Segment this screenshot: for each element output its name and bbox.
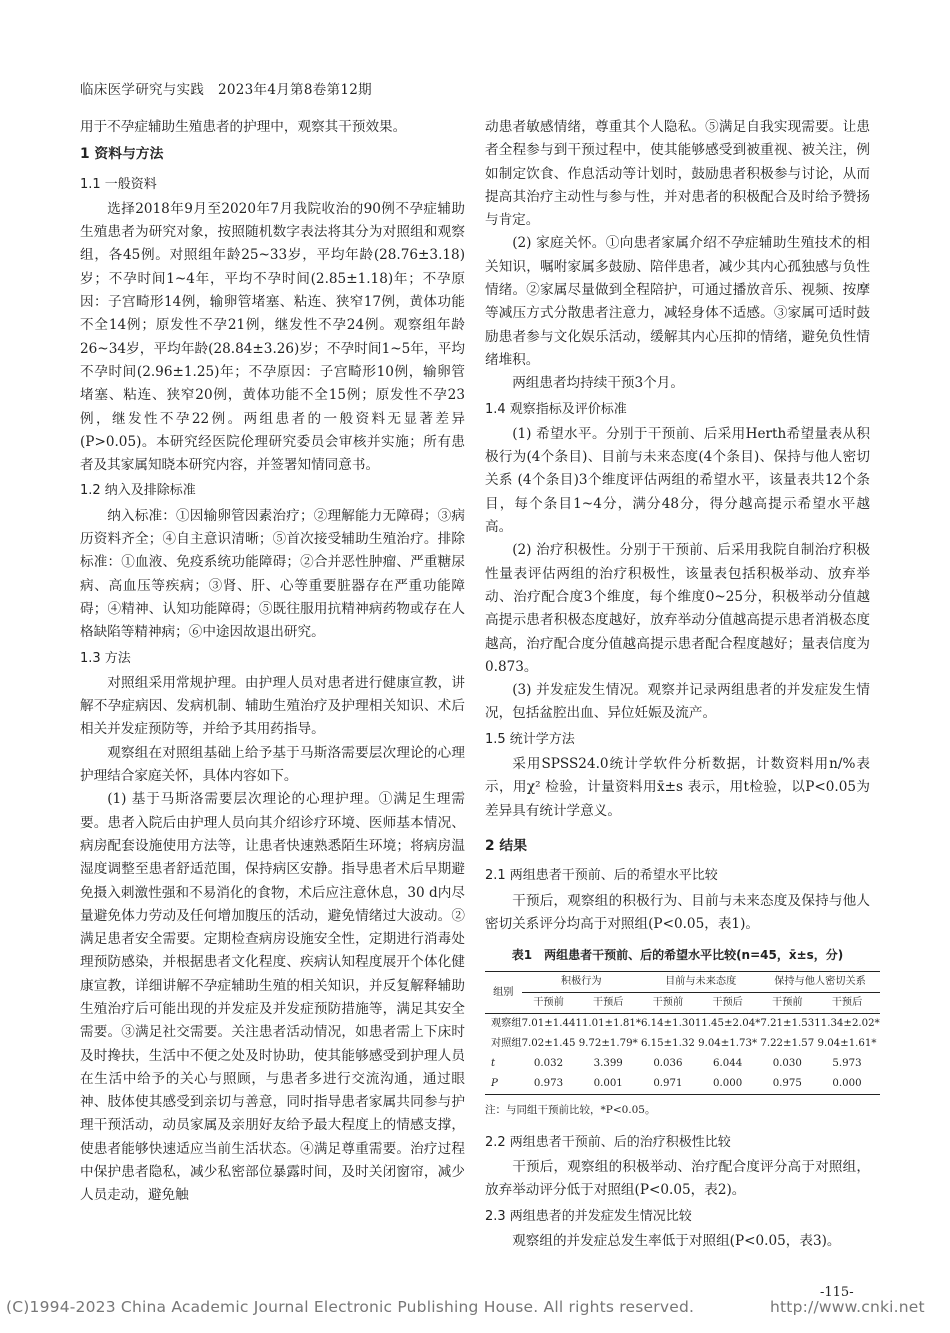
dim-header: 积极行为 (522, 972, 641, 993)
row-label: 观察组 (491, 1018, 522, 1030)
table-cell: 0.973 (522, 1074, 576, 1095)
treatment-enthusiasm-paragraph: (2) 治疗积极性。分别于干预前、后采用我院自制治疗积极性量表评估两组的治疗积极性，该量表包括积极举动、放弃举动、治疗配合度3个维度，每个维度0~25分，积极举动分值越高提示患者积极态度越好，放弃举动分值越高提示患者消极态度越高，治疗配合度分值越高提示患者配合程度越好；量表信度为0.873。 (485, 542, 870, 675)
table-cell: 6.14±1.30 (640, 1018, 695, 1030)
continued-paragraph: 动患者敏感情绪，尊重其个人隐私。⑤满足自我实现需要。让患者全程参与到干预过程中，使其能够感受到被重视、被关注，例如制定饮食、作息活动等计划时，鼓励患者积极参与讨论，从而提高其治疗主动性与参与性，并对患者的积极配合及时给予赞扬与肯定。 (485, 119, 870, 229)
table-cell: 0.030 (772, 1058, 802, 1070)
copyright-text: (C)1994-2023 China Academic Journal Electronic Publishing House. All rights reserved. (6, 1298, 695, 1316)
hope-level-paragraph: (1) 希望水平。分别于干预前、后采用Herth希望量表从积极行为(4个条目)、目前与未来态度(4个条目)、保持与他人密切关系 (4个条目)3个维度评估两组的希望水平，该量表共12个条目，每个条目1~4分，满分48分，得分越高提示希望水平越高。 (485, 425, 870, 536)
sub-header: 干预后 (814, 993, 879, 1014)
complication-results-paragraph: 观察组的并发症总发生率低于对照组(P<0.05，表3)。 (512, 1232, 841, 1249)
statistics-paragraph: 采用SPSS24.0统计学软件分析数据，计数资料用n/%表示，用χ² 检验，计量资料用x̄±s 表示，用t检验，以P<0.05为差异具有统计学意义。 (485, 756, 870, 819)
table-cell: 11.34±2.02* (814, 1018, 880, 1030)
table-cell: 9.04±1.73* (698, 1038, 758, 1050)
left-column (80, 116, 465, 1208)
table-row (485, 1054, 880, 1074)
table-cell: 11.01±1.81* (575, 1018, 641, 1030)
table-cell: 9.04±1.61* (817, 1038, 877, 1050)
maslow-nursing-paragraph: (1) 基于马斯洛需要层次理论的心理护理。①满足生理需要。患者入院后由护理人员向其介绍诊疗环境、医师基本情况、病房配套设施使用方法等，让患者快速熟悉陌生环境；将病房温湿度调整至患者舒适范围，保持病区安静。指导患者术后早期避免摄入刺激性强和不易消化的食物，术后应注意休息，30 d内尽量避免体力劳动及任何增加腹压的活动，避免情绪过大波动。②满足患者安全需要。定期检查病房设施安全性，定期进行消毒处理预防感染，并根据患者文化程度、疾病认知程度展开个体化健康宣教，详细讲解不孕症辅助生殖的相关知识，并反复解释辅助生殖治疗后可能出现的并发症及并发症预防措施等，满足其安全需要。③满足社交需要。关注患者活动情况，如患者需上下床时及时搀扶，生活中不便之处及时协助，使其能够感受到护理人员在生活中给予的关心与照顾，与患者多进行交流沟通，通过眼神、肢体使其感受到亲切与善意，同时指导患者家属共同参与护理干预活动，动员家属及亲朋好友给予最大程度上的情感支撑，使患者能够快速适应当前生活状态。④满足尊重需要。治疗过程中保护患者隐私，减少私密部位暴露时间，及时关闭窗帘，减少人员走动，避免触 (80, 791, 465, 1204)
enthusiasm-results-paragraph: 干预后，观察组的积极举动、治疗配合度评分高于对照组，放弃举动评分低于对照组(P<0.05，表2)。 (485, 1158, 870, 1199)
running-head: 临床医学研究与实践 2023年4月第8卷第12期 (80, 82, 372, 98)
table-row (485, 1014, 880, 1035)
sub-header: 干预前 (641, 993, 695, 1014)
section-2-3-heading: 2.3 两组患者的并发症发生情况比较 (485, 1208, 692, 1224)
general-data-paragraph: 选择2018年9月至2020年7月我院收治的90例不孕症辅助生殖患者为研究对象，按照随机数字表法将其分为对照组和观察组，各45例。对照组年龄25~33岁，平均年龄(28.76±3.18)岁；不孕时间1~4年，平均不孕时间(2.85±1.18)年；不孕原因：子宫畸形14例，输卵管堵塞、粘连、狭窄17例，黄体功能不全14例；原发性不孕21例，继发性不孕24例。观察组年龄26~34岁，平均年龄(28.84±3.26)岁；不孕时间1~5年，平均不孕时间(2.96±1.25)年；不孕原因：子宫畸形10例，输卵管堵塞、粘连、狭窄20例，黄体功能不全15例；原发性不孕23例，继发性不孕22例。两组患者的一般资料无显著差异(P>0.05)。本研究经医院伦理研究委员会审核并实施；所有患者及其家属知晓本研究内容，并签署知情同意书。 (80, 200, 465, 474)
dim-header: 保持与他人密切关系 (760, 972, 879, 993)
observation-method-paragraph: 观察组在对照组基础上给予基于马斯洛需要层次理论的心理护理结合家庭关怀，具体内容如下。 (80, 744, 465, 785)
section-1-1-heading: 1.1 一般资料 (80, 176, 157, 192)
table-cell: 0.975 (760, 1074, 814, 1095)
table-cell: 11.45±2.04* (694, 1018, 761, 1030)
table-cell: 6.044 (713, 1058, 743, 1070)
table-cell: 9.72±1.79* (578, 1038, 638, 1050)
table-cell: 0.001 (575, 1074, 640, 1095)
sub-header: 干预后 (575, 993, 640, 1014)
table-cell: 7.22±1.57 (760, 1038, 815, 1050)
table-cell: 0.032 (533, 1058, 564, 1070)
table-cell: 0.971 (641, 1074, 695, 1095)
complications-paragraph: (3) 并发症发生情况。观察并记录两组患者的并发症发生情况，包括盆腔出血、异位妊娠及流产。 (485, 682, 870, 722)
hope-results-paragraph: 干预后，观察组的积极行为、目前与未来态度及保持与他人密切关系评分均高于对照组(P<0.05，表1)。 (485, 892, 870, 932)
intro-line: 用于不孕症辅助生殖患者的护理中，观察其干预效果。 (80, 119, 407, 135)
table-cell: 0.000 (814, 1074, 879, 1095)
dim-header: 目前与未来态度 (641, 972, 760, 993)
duration-paragraph: 两组患者均持续干预3个月。 (512, 375, 684, 392)
section-1-5-heading: 1.5 统计学方法 (485, 731, 575, 747)
table-1-note: 注：与同组干预前比较，*P<0.05。 (485, 1104, 656, 1117)
criteria-paragraph: 纳入标准：①因输卵管因素治疗；②理解能力无障碍；③病历资料齐全；④自主意识清晰；⑤首次接受辅助生殖治疗。排除标准：①血液、免疫系统功能障碍；②合并恶性肿瘤、严重糖尿病、高血压等疾病；③肾、肝、心等重要脏器存在严重功能障碍；④精神、认知功能障碍；⑤既往服用抗精神病药物或存在人格缺陷等精神病；⑥中途因故退出研究。 (80, 507, 465, 641)
family-care-paragraph: (2) 家庭关怀。①向患者家属介绍不孕症辅助生殖技术的相关知识，嘱咐家属多鼓励、陪伴患者，减少其内心孤独感与负性情绪。②家属尽量做到全程陪护，可通过播放音乐、视频、按摩等减压方式分散患者注意力，减轻身体不适感。③家属可适时鼓励患者参与文化娱乐活动，缓解其内心压抑的情绪，避免负性情绪堆积。 (485, 235, 870, 368)
table-cell: 7.21±1.53 (760, 1018, 815, 1030)
table-cell: 0.000 (695, 1074, 760, 1095)
table-cell: 7.02±1.45 (521, 1038, 576, 1050)
section-2-2-heading: 2.2 两组患者干预前、后的治疗积极性比较 (485, 1134, 731, 1150)
table-1-grid (485, 971, 880, 1095)
table-cell: 0.036 (653, 1058, 683, 1070)
table-row (485, 1034, 880, 1054)
sub-header: 干预后 (695, 993, 760, 1014)
control-method-paragraph: 对照组采用常规护理。由护理人员对患者进行健康宣教，讲解不孕症病因、发病机制、辅助生殖治疗及护理相关知识、术后相关并发症预防等，并给予其用药指导。 (80, 674, 465, 738)
section-1-4-heading: 1.4 观察指标及评价标准 (485, 401, 627, 417)
group-header: 组别 (485, 972, 522, 1014)
section-1-heading: 1 资料与方法 (80, 146, 164, 163)
table-cell: 5.973 (832, 1058, 862, 1070)
table-cell: 6.15±1.32 (640, 1038, 695, 1050)
section-1-3-heading: 1.3 方法 (80, 650, 131, 666)
right-column (485, 116, 880, 1253)
row-label: t (491, 1058, 496, 1070)
row-label: 对照组 (491, 1038, 522, 1050)
section-2-1-heading: 2.1 两组患者干预前、后的希望水平比较 (485, 868, 718, 884)
sub-header: 干预前 (522, 993, 576, 1014)
row-label: P (485, 1074, 522, 1095)
section-1-2-heading: 1.2 纳入及排除标准 (80, 483, 196, 499)
section-2-heading: 2 结果 (485, 837, 527, 854)
table-cell: 7.01±1.44 (521, 1018, 576, 1030)
table-row (485, 1074, 880, 1095)
table-cell: 3.399 (593, 1058, 623, 1070)
cnki-link[interactable]: http://www.cnki.net (770, 1298, 925, 1316)
page-number: -115- (820, 1285, 854, 1300)
table-1-title: 表1 两组患者干预前、后的希望水平比较(n=45，x̄±s，分) (511, 948, 844, 963)
sub-header: 干预前 (760, 993, 814, 1014)
table-1 (485, 944, 880, 1123)
